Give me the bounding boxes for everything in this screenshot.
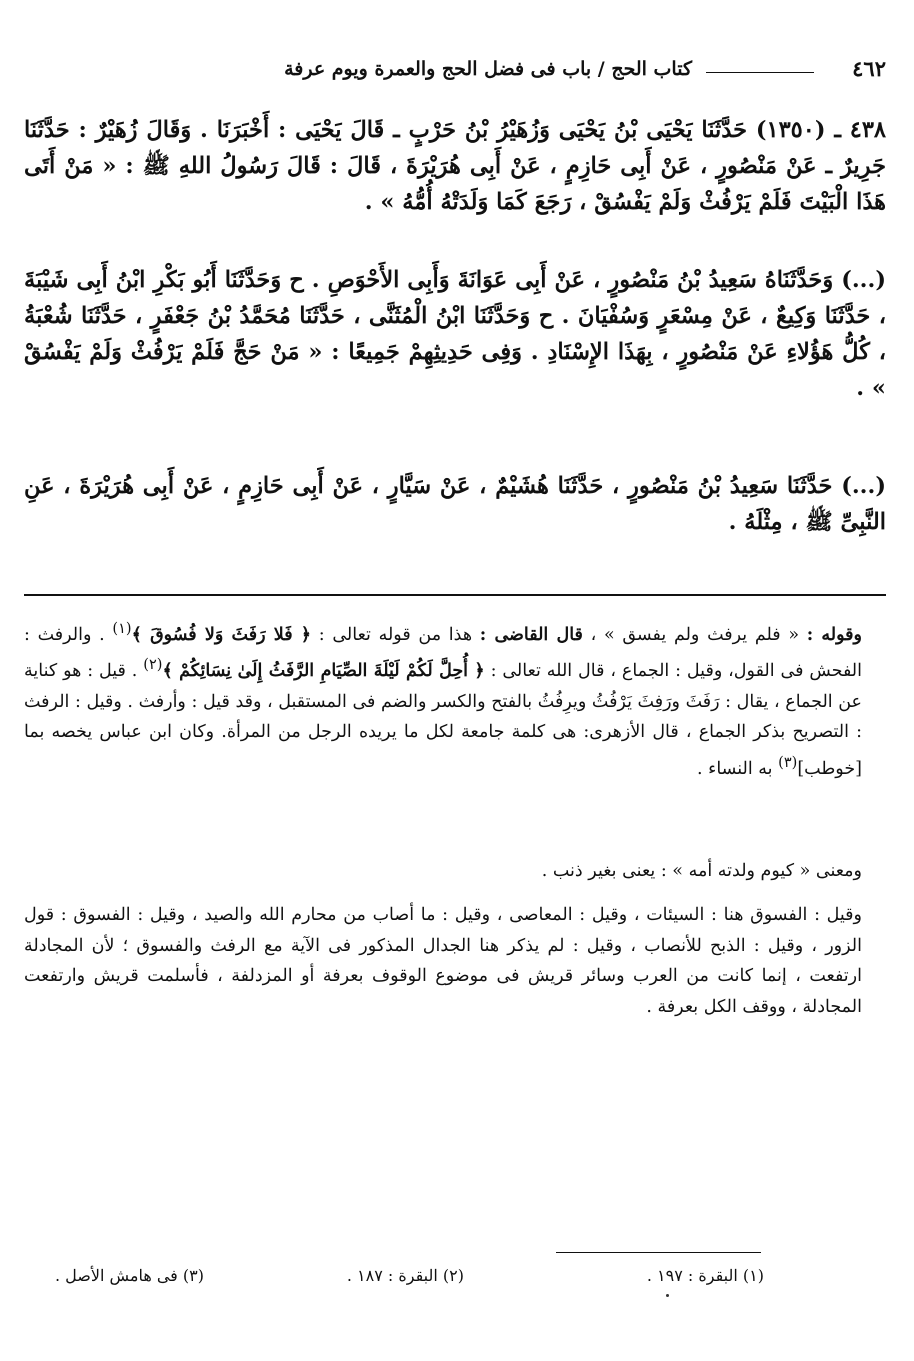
footnote: (٢) البقرة : ١٨٧ . — [346, 1266, 464, 1285]
footnote-ref: (٣) — [778, 753, 798, 771]
commentary-text: وقيل : الفسوق هنا : السيئات ، وقيل : المعاصى ، وقيل : ما أصاب من محارم الله والصيد ، وقيل : الفسوق : قول الزور ، وقيل : الذبح للأنصاب ، وقيل : لم يذكر هنا الجدال المذكور فى الآية مع الرفث والفسوق ؛ لأن المجادلة ارتفعت ، إنما كانت من العرب وسائر قريش فى موضوع الوقوف بعرفة أو المزدلفة ، فأسلمت قريش وارتفعت المجادلة ، ووقف الكل بعرفة . — [24, 905, 862, 1017]
commentary-qadi: قال القاضى : — [479, 624, 583, 645]
page-header — [24, 56, 886, 88]
section-divider — [24, 594, 886, 596]
commentary-text: هذا من قوله تعالى : — [318, 624, 473, 645]
commentary-paragraph — [24, 900, 886, 1022]
page-number: ٤٦٢ — [852, 56, 886, 81]
hadith-paragraph: (...) حَدَّثَنَا سَعِيدُ بْنُ مَنْصُورٍ ، حَدَّثَنَا هُشَيْمٌ ، عَنْ سَيَّارٍ ، عَنْ أَبِى حَازِمٍ ، عَنْ أَبِى هُرَيْرَةَ ، عَنِ النَّبِىِّ ﷺ ، مِثْلَهُ . — [24, 473, 886, 535]
print-speck — [666, 1294, 669, 1297]
footnote-divider — [556, 1252, 761, 1253]
footnotes — [24, 1266, 764, 1296]
commentary-text: ومعنى « كيوم ولدته أمه » : يعنى بغير ذنب . — [541, 861, 862, 881]
running-title: كتاب الحج / باب فى فضل الحج والعمرة ويوم عرفة — [284, 58, 692, 80]
footnote-ref: (٢) — [143, 656, 163, 674]
commentary-quote: « فلم يرفث ولم يفسق » ، — [590, 624, 800, 645]
quran-verse: ﴿ فَلا رَفَثَ وَلا فُسُوقَ ﴾ — [131, 624, 312, 645]
footnote: (٣) فى هامش الأصل . — [54, 1266, 204, 1285]
footnote-ref: (١) — [112, 620, 132, 637]
commentary-text: به النساء . — [696, 758, 773, 779]
hadith-paragraph: (...) وَحَدَّثَنَاهُ سَعِيدُ بْنُ مَنْصُورٍ ، عَنْ أَبِى عَوَانَةَ وَأَبِى الأَحْوَصِ . ح وَحَدَّثَنَا أَبُو بَكْرِ ابْنُ أَبِى شَيْبَةَ ، حَدَّثَنَا وَكِيعٌ ، عَنْ مِسْعَرٍ وَسُفْيَانَ . ح وَحَدَّثَنَا ابْنُ الْمُثَنَّى ، حَدَّثَنَا مُحَمَّدُ بْنُ جَعْفَرٍ ، حَدَّثَنَا شُعْبَةُ ، كُلُّ هَؤُلاءِ عَنْ مَنْصُورٍ ، بِهَذَا الإِسْنَادِ . وَفِى حَدِيثِهِمْ جَمِيعًا : « مَنْ حَجَّ فَلَمْ يَرْفُثْ وَلَمْ يَفْسُقْ » . — [24, 267, 886, 401]
quran-verse: ﴿ أُحِلَّ لَكُمْ لَيْلَةَ الصِّيَامِ الرَّفَثُ إِلَىٰ نِسَائِكُمْ ﴾ — [162, 661, 485, 682]
footnote: (١) البقرة : ١٩٧ . — [646, 1266, 764, 1285]
hadith-paragraph: ٤٣٨ ـ (١٣٥٠) حَدَّثَنَا يَحْيَى بْنُ يَحْيَى وَزُهَيْرُ بْنُ حَرْبٍ ـ قَالَ يَحْيَى : أَخْبَرَنَا . وَقَالَ زُهَيْرٌ : حَدَّثَنَا جَرِيرٌ ـ عَنْ مَنْصُورٍ ، عَنْ أَبِى حَازِمٍ ، عَنْ أَبِى هُرَيْرَةَ ، قَالَ : قَالَ رَسُولُ اللهِ ﷺ : « مَنْ أَتَى هَذَا الْبَيْتَ فَلَمْ يَرْفُثْ وَلَمْ يَفْسُقْ ، رَجَعَ كَمَا وَلَدَتْهُ أُمُّهُ » . — [24, 117, 887, 215]
header-rule — [706, 72, 814, 73]
commentary-text: . والرفث : الفحش فى القول، وقيل : الجماع ، قال الله تعالى : — [24, 624, 862, 682]
commentary-lead: وقوله : — [806, 624, 862, 645]
commentary-paragraph — [24, 614, 886, 784]
commentary-text: . قيل : هو كناية عن الجماع ، يقال : رَفَثَ ورَفِثَ يَرْفُثُ ويرِفُثُ بالفتح والكسر والضم فى المستقبل ، وقد قيل : وأرفث . وقيل : الرفث : التصريح بذكر الجماع ، قال الأزهرى: هى كلمة جامعة لكل ما يريده الرجل من المرأة. وكان ابن عباس يخصه بما [خوطب] — [24, 661, 862, 779]
commentary-paragraph — [24, 856, 886, 887]
